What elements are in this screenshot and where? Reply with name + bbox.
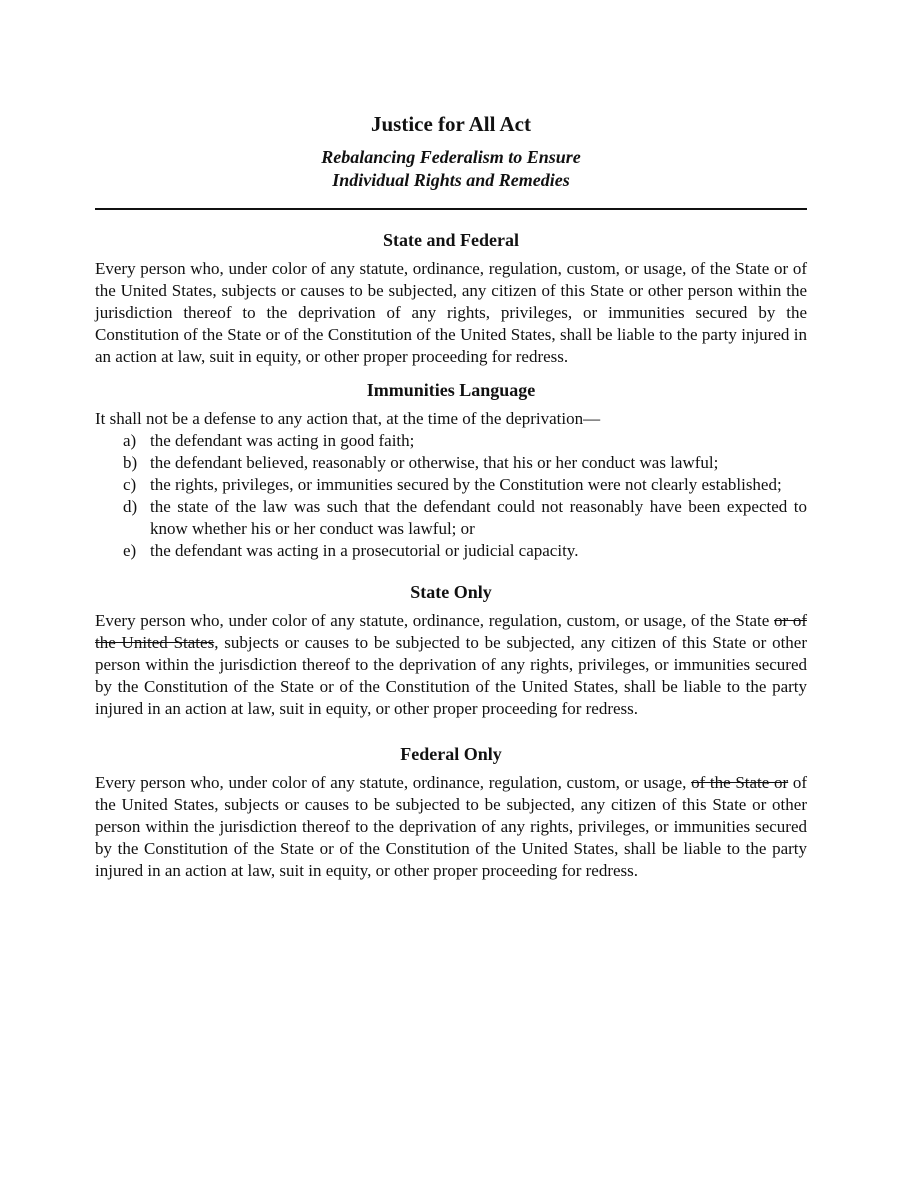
federal-only-text-before: Every person who, under color of any statute, ordinance, regulation, custom, or usage, — [95, 773, 692, 792]
section-body-federal-only — [95, 772, 807, 882]
list-item — [95, 540, 807, 562]
section-heading-state-and-federal: State and Federal — [383, 230, 519, 250]
federal-only-text-after: of the United States, subjects or causes to be subjected to be subjected, any citizen of this State or other person within the jurisdiction thereof to the deprivation of any rights, privileges, or immunities secured by the Constitution of the State or of the Constitution of the United States, shall be liable to the party injured in an action at law, suit in equity, or other proper proceeding for redress. — [95, 773, 808, 880]
list-item-text: the defendant was acting in a prosecutorial or judicial capacity. — [150, 541, 579, 560]
state-only-text-before: Every person who, under color of any statute, ordinance, regulation, custom, or usage, of the State — [95, 611, 774, 630]
immunities-list — [95, 430, 807, 562]
document-page — [95, 110, 807, 882]
document-subtitle — [95, 146, 807, 192]
list-item-text: the defendant was acting in good faith; — [150, 431, 415, 450]
list-item — [95, 452, 807, 474]
section-immunities-language — [95, 378, 807, 562]
list-marker: e) — [123, 541, 137, 560]
immunities-intro: It shall not be a defense to any action that, at the time of the deprivation— — [95, 409, 601, 428]
section-heading-federal-only: Federal Only — [400, 744, 502, 764]
federal-only-struck-text: of the State or — [691, 773, 789, 792]
list-marker: a) — [123, 431, 137, 450]
subtitle-line-1: Rebalancing Federalism to Ensure — [321, 147, 581, 167]
list-marker: b) — [123, 453, 138, 472]
subtitle-line-2: Individual Rights and Remedies — [332, 170, 570, 190]
list-item-text: the rights, privileges, or immunities secured by the Constitution were not clearly established; — [150, 475, 782, 494]
state-only-text-after: , subjects or causes to be subjected to be subjected, any citizen of this State or other person within the jurisdiction thereof to the deprivation of any rights, privileges, or immunities secured by the Constitution of the State or of the Constitution of the United States, shall be liable to the party injured in an action at law, suit in equity, or other proper proceeding for redress. — [95, 633, 807, 718]
section-body-state-only — [95, 610, 807, 720]
list-item — [95, 474, 807, 496]
section-heading-immunities: Immunities Language — [366, 380, 536, 400]
list-item — [95, 430, 807, 452]
document-title: Justice for All Act — [370, 112, 531, 136]
title-divider — [95, 208, 807, 210]
section-federal-only — [95, 742, 807, 882]
section-state-and-federal — [95, 228, 807, 368]
list-marker: c) — [123, 475, 137, 494]
section-heading-state-only: State Only — [410, 582, 492, 602]
list-marker: d) — [123, 497, 138, 516]
list-item-text: the defendant believed, reasonably or otherwise, that his or her conduct was lawful; — [150, 453, 719, 472]
section-body-state-and-federal: Every person who, under color of any statute, ordinance, regulation, custom, or usage, of the State or of the United States, subjects or causes to be subjected, any citizen of this State or other person within the jurisdiction thereof to the deprivation of any rights, privileges, or immunities secured by the Constitution of the State or of the Constitution of the United States, shall be liable to the party injured in an action at law, suit in equity, or other proper proceeding for redress. — [95, 259, 807, 366]
list-item — [95, 496, 807, 540]
section-state-only — [95, 580, 807, 720]
list-item-text: the state of the law was such that the defendant could not reasonably have been expected to know whether his or her conduct was lawful; or — [150, 497, 807, 538]
state-only-struck-text: or of the United States — [95, 611, 807, 652]
